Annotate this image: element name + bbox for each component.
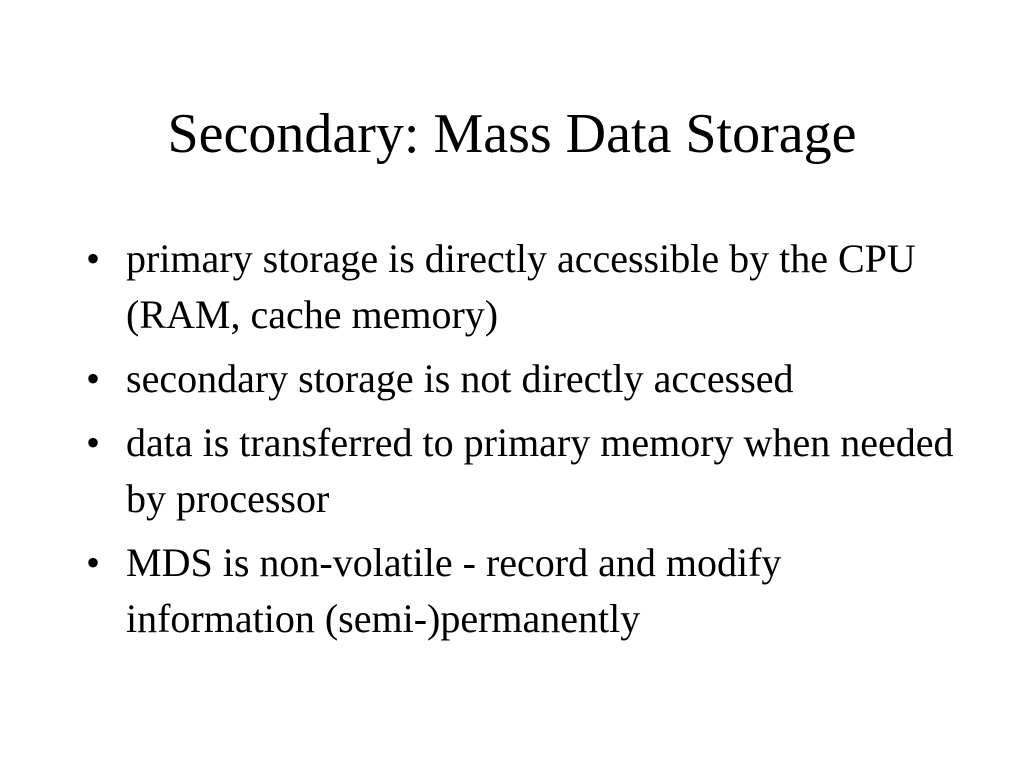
bullet-list — [86, 231, 964, 655]
bullet-text: secondary storage is not directly accessed — [126, 356, 794, 401]
bullet-item — [86, 351, 956, 407]
bullet-text: data is transferred to primary memory when needed by processor — [126, 420, 964, 521]
bullet-icon: • — [86, 540, 101, 585]
bullet-text: primary storage is directly accessible by the CPU (RAM, cache memory) — [126, 236, 936, 337]
bullet-icon: • — [86, 356, 101, 401]
bullet-text: MDS is non-volatile - record and modify information (semi-)permanently — [126, 540, 792, 641]
bullet-icon: • — [86, 236, 101, 281]
slide-title: Secondary: Mass Data Storage — [167, 103, 857, 165]
bullet-item — [86, 535, 956, 647]
bullet-item — [86, 231, 956, 343]
bullet-icon: • — [86, 420, 101, 465]
bullet-item — [86, 415, 964, 527]
